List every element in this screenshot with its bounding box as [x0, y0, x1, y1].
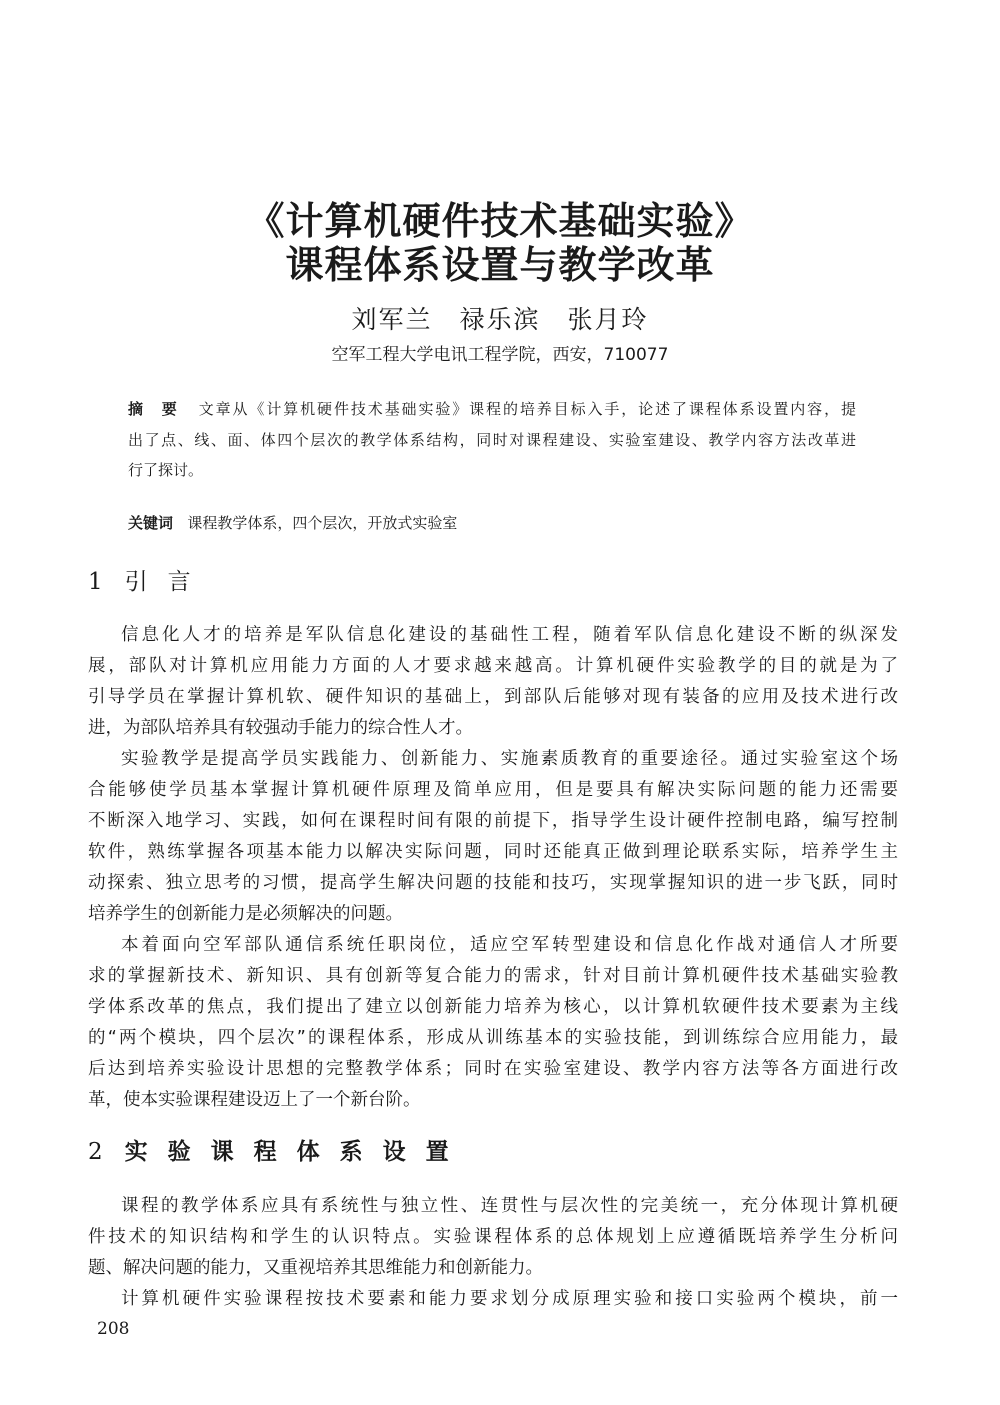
section-heading-2: 2 实验课程体系设置: [88, 1139, 469, 1165]
paragraph-line: 件技术的知识结构和学生的认识特点。实验课程体系的总体规划上应遵循既培养学生分析问: [88, 1227, 898, 1247]
paragraph-line: 软件，熟练掌握各项基本能力以解决实际问题，同时还能真正做到理论联系实际，培养学生主: [88, 842, 898, 862]
paragraph-line: 计算机硬件实验课程按技术要素和能力要求划分成原理实验和接口实验两个模块，前一: [121, 1289, 898, 1309]
paragraph-line: 不断深入地学习、实践，如何在课程时间有限的前提下，指导学生设计硬件控制电路，编写控制: [88, 811, 898, 831]
paragraph-line: 动探索、独立思考的习惯，提高学生解决问题的技能和技巧，实现掌握知识的进一步飞跃，同时: [88, 873, 898, 893]
keywords-text: 课程教学体系，四个层次，开放式实验室: [187, 514, 458, 532]
paragraph-line: 展，部队对计算机应用能力方面的人才要求越来越高。计算机硬件实验教学的目的就是为了: [88, 656, 898, 676]
paragraph-line: 信息化人才的培养是军队信息化建设的基础性工程，随着军队信息化建设不断的纵深发: [121, 625, 898, 645]
paragraph-line: 课程的教学体系应具有系统性与独立性、连贯性与层次性的完美统一，充分体现计算机硬: [121, 1196, 898, 1216]
paragraph-line: 求的掌握新技术、新知识、具有创新等复合能力的需求，针对目前计算机硬件技术基础实验教: [88, 966, 898, 986]
paper-title-line-2: 课程体系设置与教学改革: [285, 243, 715, 287]
paragraph-line: 进，为部队培养具有较强动手能力的综合性人才。: [88, 718, 473, 738]
abstract-line: 摘 要 文章从《计算机硬件技术基础实验》课程的培养目标入手，论述了课程体系设置内容，提: [128, 400, 856, 418]
paragraph-line: 题、解决问题的能力，又重视培养其思维能力和创新能力。: [88, 1258, 543, 1278]
paragraph-line: 实验教学是提高学员实践能力、创新能力、实施素质教育的重要途径。通过实验室这个场: [121, 749, 898, 769]
section-heading-1: 1 引言: [88, 569, 211, 595]
paragraph-line: 学体系改革的焦点，我们提出了建立以创新能力培养为核心，以计算机软硬件技术要素为主线: [88, 997, 898, 1017]
paragraph-line: 本着面向空军部队通信系统任职岗位，适应空军转型建设和信息化作战对通信人才所要: [121, 935, 898, 955]
page-number: 208: [97, 1319, 130, 1339]
paragraph-line: 培养学生的创新能力是必须解决的问题。: [88, 904, 403, 924]
paragraph-line: 合能够使学员基本掌握计算机硬件原理及简单应用，但是要具有解决实际问题的能力还需要: [88, 780, 898, 800]
keywords: [128, 512, 457, 533]
abstract-line: 出了点、线、面、体四个层次的教学体系结构，同时对课程建设、实验室建设、教学内容方法改革进: [128, 431, 856, 449]
paragraph-line: 革，使本实验课程建设迈上了一个新台阶。: [88, 1090, 421, 1110]
authors: 刘军兰 禄乐滨 张月玲: [351, 305, 649, 334]
paragraph-line: 的“两个模块，四个层次”的课程体系，形成从训练基本的实验技能，到训练综合应用能力，最: [88, 1028, 898, 1048]
affiliation: 空军工程大学电讯工程学院，西安，710077: [331, 345, 669, 365]
paragraph-line: 引导学员在掌握计算机软、硬件知识的基础上，到部队后能够对现有装备的应用及技术进行改: [88, 687, 898, 707]
abstract-line: 行了探讨。: [128, 461, 204, 479]
keywords-label: 关键词: [128, 514, 174, 532]
paper-title-line-1: 《计算机硬件技术基础实验》: [246, 199, 754, 243]
paragraph-line: 后达到培养实验设计思想的完整教学体系；同时在实验室建设、教学内容方法等各方面进行改: [88, 1059, 898, 1079]
abstract-label: 摘 要: [128, 400, 179, 418]
